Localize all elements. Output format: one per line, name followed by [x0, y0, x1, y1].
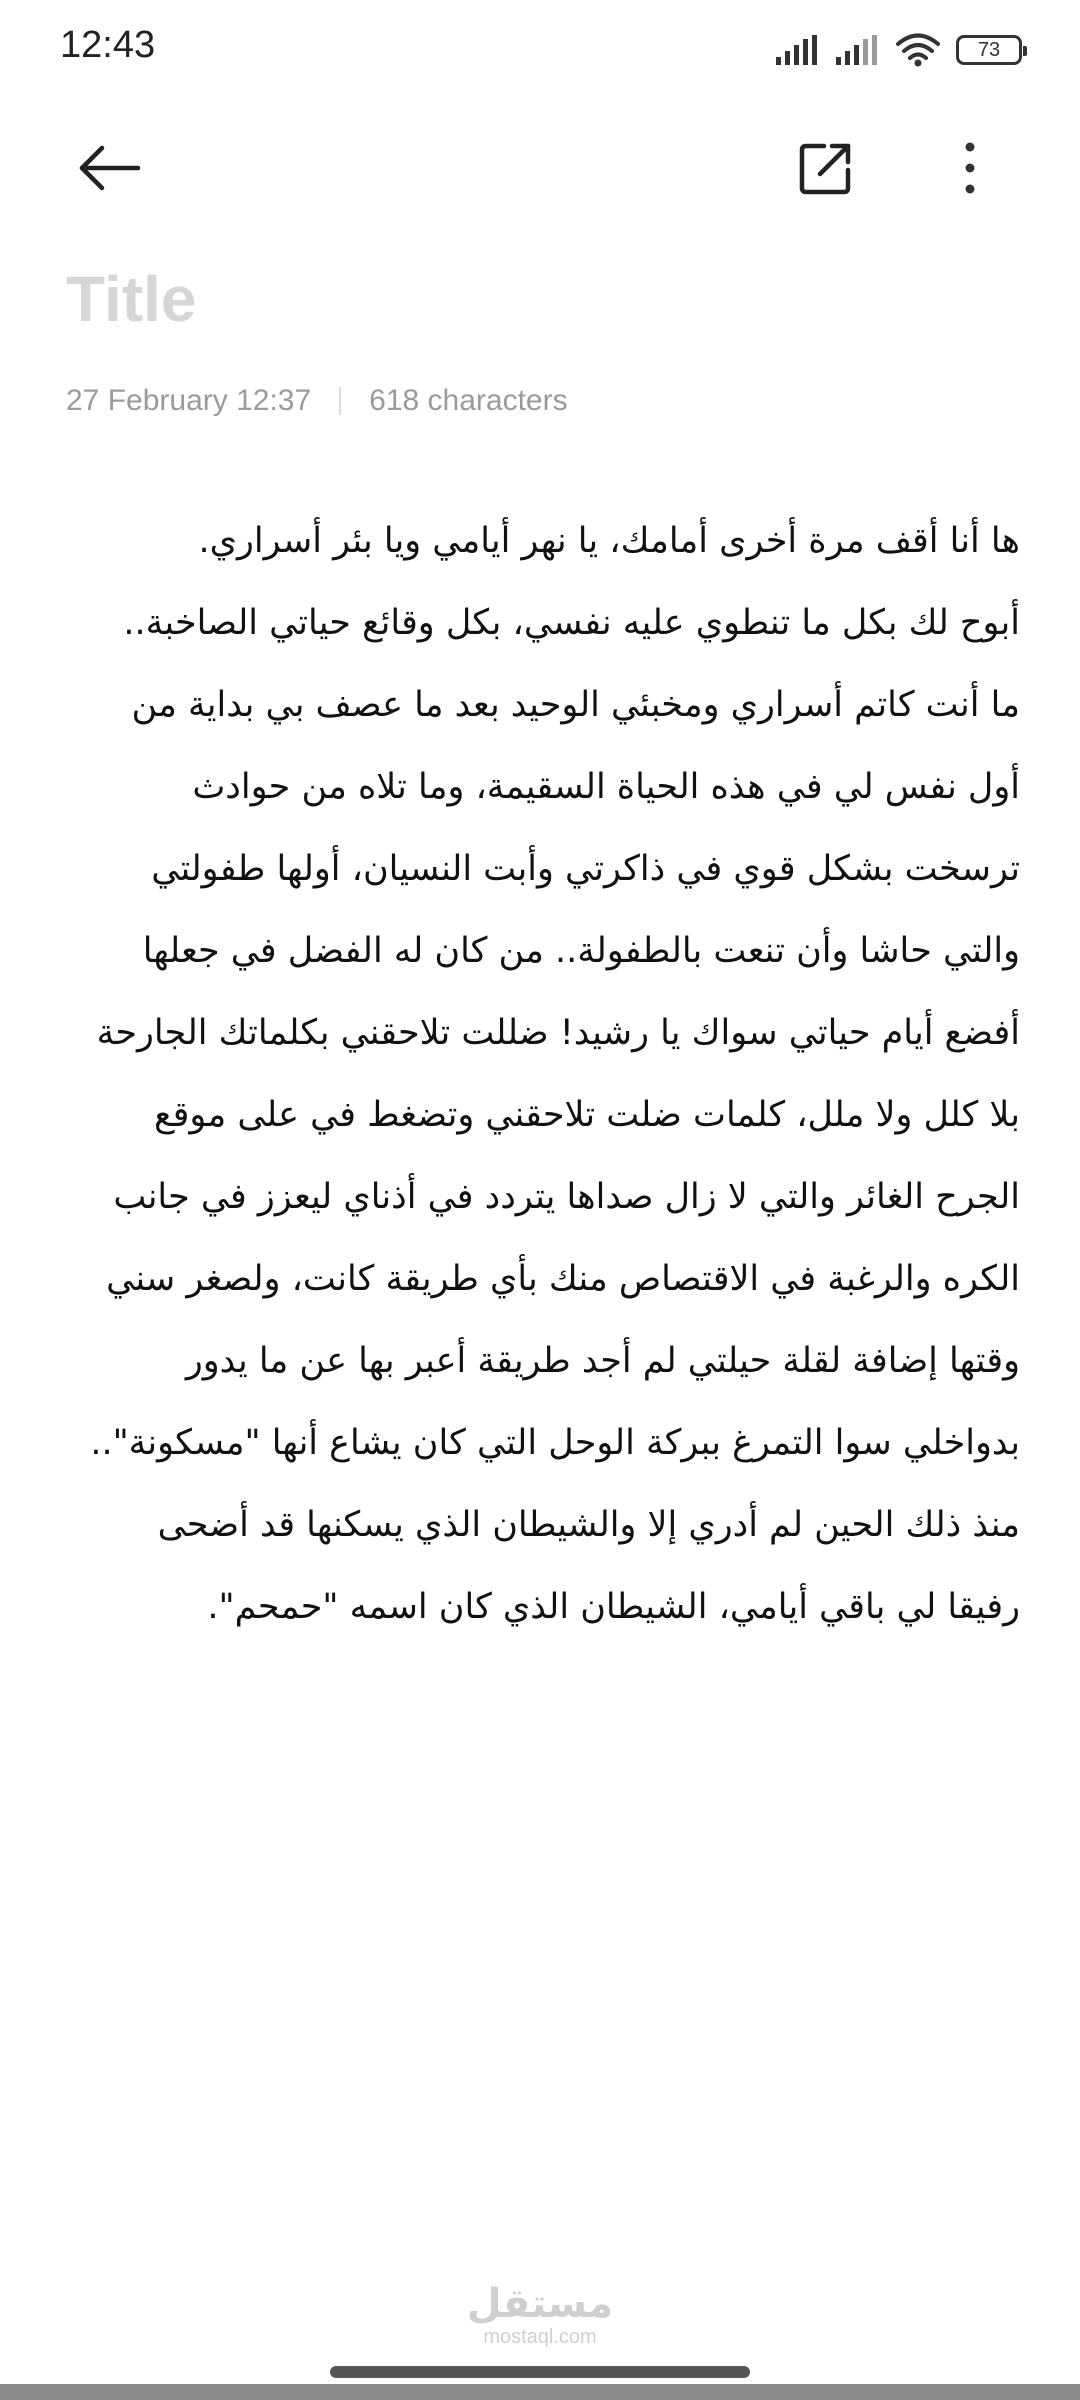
note-title-field[interactable]: Title: [66, 263, 197, 335]
status-time: 12:43: [60, 24, 156, 66]
battery-level: 73: [977, 38, 1001, 61]
watermark-sub: mostaql.com: [483, 2326, 597, 2348]
battery-icon: [956, 35, 1022, 65]
signal-icon: [776, 35, 820, 65]
home-indicator[interactable]: [330, 2366, 750, 2378]
back-arrow-icon: [78, 144, 142, 196]
character-count: 618 characters: [369, 384, 568, 417]
note-body-text[interactable]: ها أنا أقف مرة أخرى أمامك، يا نهر أيامي ويا بئر أسراري. أبوح لك بكل ما تنطوي عليه نفسي، بكل وقائع حياتي الصاخبة.. ما أنت كاتم أسراري ومخبئي الوحيد بعد ما عصف بي بداية من أول نفس لي في هذه الحياة السقيمة، وما تلاه من حوادث ترسخت بشكل قوي في ذاكرتي وأبت النسيان، أولها طفولتي والتي حاشا وأن تنعت بالطفولة.. من كان له الفضل في جعلها أفضع أيام حياتي سواك يا رشيد! ضللت تلاحقني بكلماتك الجارحة بلا كلل ولا ملل، كلمات ضلت تلاحقني وتضغط في على موقع الجرح الغائر والتي لا زال صداها يتردد في أذناي ليعزز في جانب الكره والرغبة في الاقتصاص منك بأي طريقة كانت، ولصغر سني وقتها إضافة لقلة حيلتي لم أجد طريقة أعبر بها عن ما يدور بدواخلي سوا التمرغ ببركة الوحل التي كان يشاع أنها "مسكونة".. منذ ذلك الحين لم أدري إلا والشيطان الذي يسكنها قد أضحى رفيقا لي باقي أيامي، الشيطان الذي كان اسمه "حمحم".: [90, 521, 1020, 1627]
watermark-main: مستقل: [466, 2281, 614, 2327]
wifi-icon: [896, 33, 940, 67]
meta-divider: [339, 387, 341, 415]
share-button[interactable]: [778, 122, 874, 218]
back-button[interactable]: [62, 122, 158, 218]
status-icons: [776, 30, 1022, 70]
more-options-button[interactable]: [922, 122, 1018, 218]
note-date: 27 February 12:37: [66, 384, 312, 417]
note-meta: [66, 384, 568, 418]
share-icon: [798, 140, 854, 200]
status-bar: [0, 0, 1080, 100]
more-vertical-icon: [964, 142, 976, 198]
signal-icon: [836, 35, 880, 65]
watermark-logo: [0, 2282, 1080, 2348]
bottom-strip: [0, 2384, 1080, 2400]
